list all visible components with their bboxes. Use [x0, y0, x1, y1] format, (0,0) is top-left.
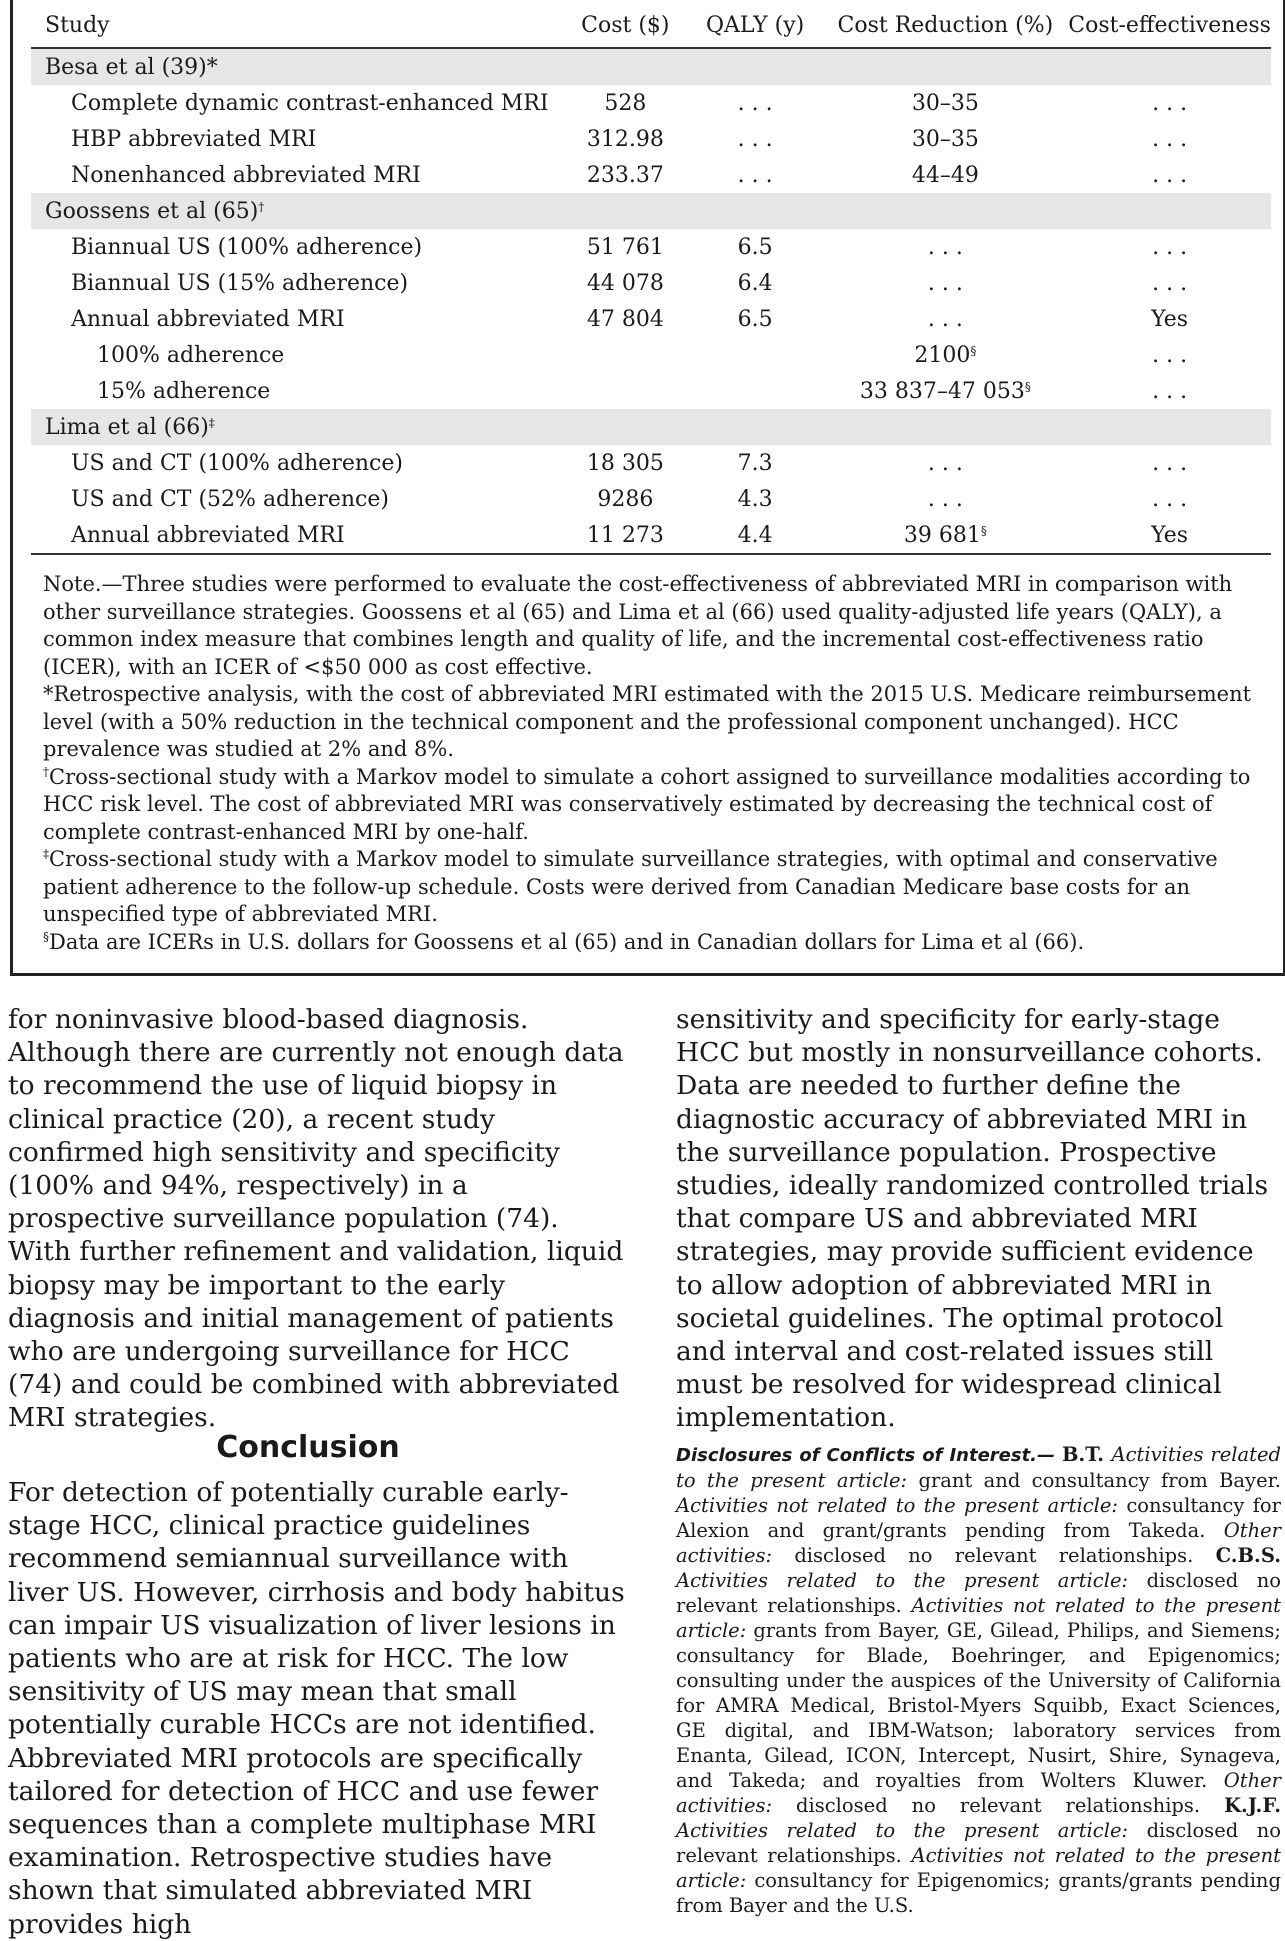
group-title-text: Goossens et al (65)	[45, 198, 259, 224]
cell-qaly	[688, 265, 823, 301]
table-row	[31, 157, 1271, 193]
cell-cost	[563, 229, 688, 265]
cell-cost-effectiveness	[1068, 265, 1271, 301]
header-qaly: QALY (y)	[688, 3, 823, 48]
cell-cost-reduction	[823, 301, 1069, 337]
note-text: Retrospective analysis, with the cost of abbreviated MRI estimated with the 2015 U.S. Medicare reimbursement level (with a 50% reduction in the technical component and the professional component unchanged). HCC prevalence was studied at 2% and 8%.	[43, 682, 1252, 761]
footnote-mark: ‡	[208, 415, 215, 430]
cell-cost-effectiveness	[1068, 157, 1271, 193]
table-note	[43, 681, 1273, 764]
table-body	[31, 48, 1271, 554]
disclosure-text: disclosed no relevant relationships.	[676, 1819, 1282, 1867]
cell-cost-effectiveness	[1068, 337, 1271, 373]
footnote-mark: §	[43, 929, 49, 944]
disclosure-category: Activities not related to the present article:	[676, 1494, 1127, 1517]
header-cost-effectiveness: Cost-effectiveness	[1068, 3, 1271, 48]
table-group-row	[31, 48, 1271, 85]
left-column-text	[8, 1003, 628, 1435]
table-row	[31, 265, 1271, 301]
table-row	[31, 121, 1271, 157]
cell-cost	[563, 157, 688, 193]
disclosure-text: consultancy for Epigenomics; grants/grants pending from Bayer and the U.S.	[676, 1869, 1281, 1917]
cell-cost-effectiveness	[1068, 121, 1271, 157]
cell-cost-reduction	[823, 517, 1069, 554]
cell-qaly	[688, 121, 823, 157]
table-header-row	[31, 3, 1271, 48]
cell-cost-effectiveness-text: . . .	[1152, 378, 1188, 404]
group-title	[31, 193, 1271, 229]
cell-cost-reduction	[823, 445, 1069, 481]
disclosure-text: disclosed no relevant relationships.	[796, 1794, 1225, 1817]
note-text: Note.—Three studies were performed to evaluate the cost-effectiveness of abbreviated MRI in comparison with other surveillance strategies. Goossens et al (65) and Lima et al (66) used quality-adjusted life years (QALY), a common index measure that combines length and quality of life, and the incremental cost-effectiveness ratio (ICER), with an ICER of <$50 000 as cost effective.	[43, 572, 1233, 679]
footnote-mark: *	[43, 682, 54, 706]
cell-cost-text: 528	[604, 90, 647, 116]
author-initials: K.J.F.	[1224, 1794, 1281, 1817]
cell-qaly	[688, 373, 823, 409]
cell-cost-reduction	[823, 85, 1069, 121]
table-note	[43, 571, 1273, 681]
cell-cost-reduction	[823, 337, 1069, 373]
table-notes	[43, 571, 1273, 956]
header-cost: Cost ($)	[563, 3, 688, 48]
cell-cost-effectiveness-text: . . .	[1152, 486, 1188, 512]
cell-cost	[563, 517, 688, 554]
cell-cost-effectiveness-text: . . .	[1152, 234, 1188, 260]
cell-cost-reduction-text: . . .	[927, 450, 963, 476]
disclosure-category: Other activities:	[676, 1769, 1281, 1817]
cell-cost-reduction-text: . . .	[927, 306, 963, 332]
conclusion-heading: Conclusion	[216, 1430, 400, 1465]
cell-cost-reduction	[823, 121, 1069, 157]
table-note	[43, 929, 1273, 957]
cell-cost-effectiveness-text: Yes	[1151, 306, 1189, 332]
conclusion-paragraph: For detection of potentially curable early-stage HCC, clinical practice guidelines recommend semiannual surveillance with liver US. However, cirrhosis and body habitus can impair US visualization of liver lesions in patients who are at risk for HCC. The low sensitivity of US may mean that small potentially curable HCCs are not identified. Abbreviated MRI protocols are specifically tailored for detection of HCC and use fewer sequences than a complete multiphase MRI examination. Retrospective studies have shown that simulated abbreviated MRI provides high	[8, 1477, 625, 1940]
group-title-text: Lima et al (66)	[45, 414, 209, 440]
cell-qaly-text: 7.3	[737, 450, 773, 476]
table-group-row	[31, 409, 1271, 445]
table-row	[31, 445, 1271, 481]
cell-cost-text: 51 761	[586, 234, 664, 260]
disclosure-category: Activities not related to the present article:	[676, 1594, 1281, 1642]
disclosure-category: Activities related to the present article:	[676, 1443, 1281, 1492]
disclosure-text: disclosed no relevant relationships.	[676, 1569, 1282, 1617]
row-label-text: HBP abbreviated MRI	[71, 126, 317, 152]
cell-cost-reduction	[823, 373, 1069, 409]
row-label-text: Biannual US (100% adherence)	[71, 234, 423, 260]
cell-cost-reduction-text: 30–35	[911, 126, 979, 152]
cell-cost-reduction-text: 44–49	[911, 162, 979, 188]
group-title	[31, 48, 1271, 85]
table-row	[31, 337, 1271, 373]
cell-cost-reduction-text: 2100	[914, 342, 971, 368]
table-note	[43, 764, 1273, 847]
cell-cost-effectiveness	[1068, 481, 1271, 517]
row-label	[31, 481, 563, 517]
cell-qaly-text: 6.5	[737, 234, 773, 260]
cell-cost-reduction	[823, 157, 1069, 193]
table-group-row	[31, 193, 1271, 229]
cell-cost-effectiveness	[1068, 301, 1271, 337]
cell-qaly-text: 6.5	[737, 306, 773, 332]
disclosure-text: grants from Bayer, GE, Gilead, Philips, and Siemens; consultancy for Blade, Boehringer, and Epigenomics; consulting under the auspices of the University of California for AMRA Medical, Bristol-Myers Squibb, Exact Sciences, GE digital, and IBM-Watson; laboratory services from Enanta, Gilead, ICON, Intercept, Nusirt, Shire, Synageva, and Takeda; and royalties from Wolters Kluwer.	[676, 1619, 1281, 1792]
group-title	[31, 409, 1271, 445]
cost-effectiveness-table	[31, 3, 1271, 555]
cell-qaly	[688, 517, 823, 554]
cell-cost-effectiveness	[1068, 373, 1271, 409]
footnote-mark: §	[980, 523, 987, 538]
cell-qaly	[688, 85, 823, 121]
cell-cost-effectiveness-text: . . .	[1152, 162, 1188, 188]
cell-cost-reduction-text: 33 837–47 053	[859, 378, 1025, 404]
row-label	[31, 229, 563, 265]
table-row	[31, 301, 1271, 337]
footnote-mark: *	[206, 54, 218, 80]
disclosures-paragraph	[676, 1442, 1281, 1918]
cell-cost-effectiveness	[1068, 85, 1271, 121]
note-text: Data are ICERs in U.S. dollars for Goossens et al (65) and in Canadian dollars for Lima et al (66).	[49, 929, 1085, 954]
table-row	[31, 85, 1271, 121]
cell-cost	[563, 337, 688, 373]
table-row	[31, 517, 1271, 554]
row-label	[31, 373, 563, 409]
header-cost-reduction: Cost Reduction (%)	[823, 3, 1069, 48]
cell-cost-effectiveness	[1068, 517, 1271, 554]
disclosure-text: grant and consultancy from Bayer.	[918, 1469, 1281, 1492]
row-label	[31, 301, 563, 337]
cell-qaly	[688, 445, 823, 481]
row-label-text: Annual abbreviated MRI	[71, 522, 345, 548]
table-frame	[10, 0, 1285, 976]
disclosure-category: Activities related to the present article:	[676, 1819, 1147, 1842]
row-label	[31, 85, 563, 121]
cell-cost-effectiveness-text: . . .	[1152, 270, 1188, 296]
row-label	[31, 445, 563, 481]
table-row	[31, 481, 1271, 517]
disclosure-category: Activities not related to the present article:	[676, 1844, 1281, 1892]
cell-cost-text: 312.98	[586, 126, 664, 152]
row-label-text: Complete dynamic contrast-enhanced MRI	[71, 90, 549, 116]
cell-cost-effectiveness-text: . . .	[1152, 450, 1188, 476]
cell-cost-text: 11 273	[586, 522, 664, 548]
cell-cost	[563, 121, 688, 157]
cell-cost-text: 18 305	[586, 450, 664, 476]
row-label	[31, 121, 563, 157]
body-paragraph-sensitivity: sensitivity and specificity for early-stage HCC but mostly in nonsurveillance cohorts. Data are needed to further define the diagnostic accuracy of abbreviated MRI in the surveillance population. Prospective studies, ideally randomized controlled trials that compare US and abbreviated MRI strategies, may provide sufficient evidence to allow adoption of abbreviated MRI in societal guidelines. The optimal protocol and interval and cost-related issues still must be resolved for widespread clinical implementation.	[676, 1004, 1269, 1434]
cell-cost-reduction-text: 39 681	[903, 522, 981, 548]
cell-cost-text: 9286	[597, 486, 654, 512]
disclosures-title: Disclosures of Conflicts of Interest.—	[676, 1445, 1056, 1466]
cell-cost-reduction	[823, 265, 1069, 301]
row-label-text: Biannual US (15% adherence)	[71, 270, 409, 296]
footnote-mark: §	[1024, 379, 1031, 394]
cell-cost-effectiveness-text: Yes	[1151, 522, 1189, 548]
cell-cost	[563, 481, 688, 517]
table-row	[31, 373, 1271, 409]
row-label	[31, 157, 563, 193]
cell-cost	[563, 301, 688, 337]
footnote-mark: †	[258, 199, 265, 214]
table-row	[31, 229, 1271, 265]
cell-qaly-text: 6.4	[737, 270, 773, 296]
cell-qaly-text: . . .	[737, 90, 773, 116]
cell-cost-text: 44 078	[586, 270, 664, 296]
footnote-mark: †	[43, 764, 49, 779]
cell-qaly	[688, 157, 823, 193]
row-label-text: US and CT (100% adherence)	[71, 450, 403, 476]
row-label	[31, 517, 563, 554]
cell-qaly-text: . . .	[737, 162, 773, 188]
cell-qaly-text: . . .	[737, 126, 773, 152]
footnote-mark: ‡	[43, 847, 49, 861]
cell-cost-reduction-text: . . .	[927, 270, 963, 296]
body-paragraph-liquid-biopsy: for noninvasive blood-based diagnosis. Although there are currently not enough data to recommend the use of liquid biopsy in clinical practice (20), a recent study confirmed high sensitivity and specificity (100% and 94%, respectively) in a prospective surveillance population (74). With further refinement and validation, liquid biopsy may be important to the early diagnosis and initial management of patients who are undergoing surveillance for HCC (74) and could be combined with abbreviated MRI strategies.	[8, 1004, 624, 1434]
author-initials: C.B.S.	[1215, 1544, 1281, 1567]
cell-qaly-text: 4.4	[737, 522, 773, 548]
cell-qaly	[688, 337, 823, 373]
cell-cost-effectiveness-text: . . .	[1152, 126, 1188, 152]
row-label	[31, 337, 563, 373]
row-label-text: US and CT (52% adherence)	[71, 486, 389, 512]
cell-cost	[563, 445, 688, 481]
cell-cost-reduction	[823, 481, 1069, 517]
cell-qaly-text: 4.3	[737, 486, 773, 512]
note-text: Cross-sectional study with a Markov model to simulate a cohort assigned to surveillance modalities according to HCC risk level. The cost of abbreviated MRI was conservatively estimated by decreasing the technical cost of complete contrast-enhanced MRI by one-half.	[43, 764, 1251, 844]
disclosure-text: consultancy for Alexion and grant/grants pending from Takeda.	[676, 1494, 1281, 1542]
row-label	[31, 265, 563, 301]
cell-cost-reduction-text: . . .	[927, 486, 963, 512]
row-label-text: Annual abbreviated MRI	[71, 306, 345, 332]
cell-cost-text: 47 804	[586, 306, 664, 332]
cell-cost-effectiveness	[1068, 445, 1271, 481]
disclosure-category: Activities related to the present article:	[676, 1569, 1147, 1592]
cell-cost-reduction	[823, 229, 1069, 265]
header-study: Study	[31, 3, 563, 48]
cell-qaly	[688, 481, 823, 517]
row-label-text: 100% adherence	[97, 342, 285, 368]
row-label-text: 15% adherence	[97, 378, 271, 404]
author-initials: B.T.	[1061, 1443, 1112, 1466]
row-label-text: Nonenhanced abbreviated MRI	[71, 162, 421, 188]
footnote-mark: §	[970, 343, 977, 358]
right-column-text	[676, 1003, 1276, 1435]
disclosure-category: Other activities:	[676, 1519, 1281, 1567]
conclusion-heading-wrap	[8, 1428, 608, 1468]
note-text: Cross-sectional study with a Markov model to simulate surveillance strategies, with optimal and conservative patient adherence to the follow-up schedule. Costs were derived from Canadian Medicare base costs for an unspecified type of abbreviated MRI.	[43, 847, 1218, 926]
disclosure-text: disclosed no relevant relationships.	[794, 1544, 1216, 1567]
table-note	[43, 846, 1273, 929]
cell-cost-effectiveness	[1068, 229, 1271, 265]
cell-cost-effectiveness-text: . . .	[1152, 90, 1188, 116]
cell-qaly	[688, 301, 823, 337]
cell-cost	[563, 373, 688, 409]
group-title-text: Besa et al (39)	[45, 54, 207, 80]
cell-cost-text: 233.37	[586, 162, 664, 188]
cell-qaly	[688, 229, 823, 265]
cell-cost-effectiveness-text: . . .	[1152, 342, 1188, 368]
cell-cost	[563, 265, 688, 301]
cell-cost	[563, 85, 688, 121]
cell-cost-reduction-text: . . .	[927, 234, 963, 260]
cell-cost-reduction-text: 30–35	[911, 90, 979, 116]
